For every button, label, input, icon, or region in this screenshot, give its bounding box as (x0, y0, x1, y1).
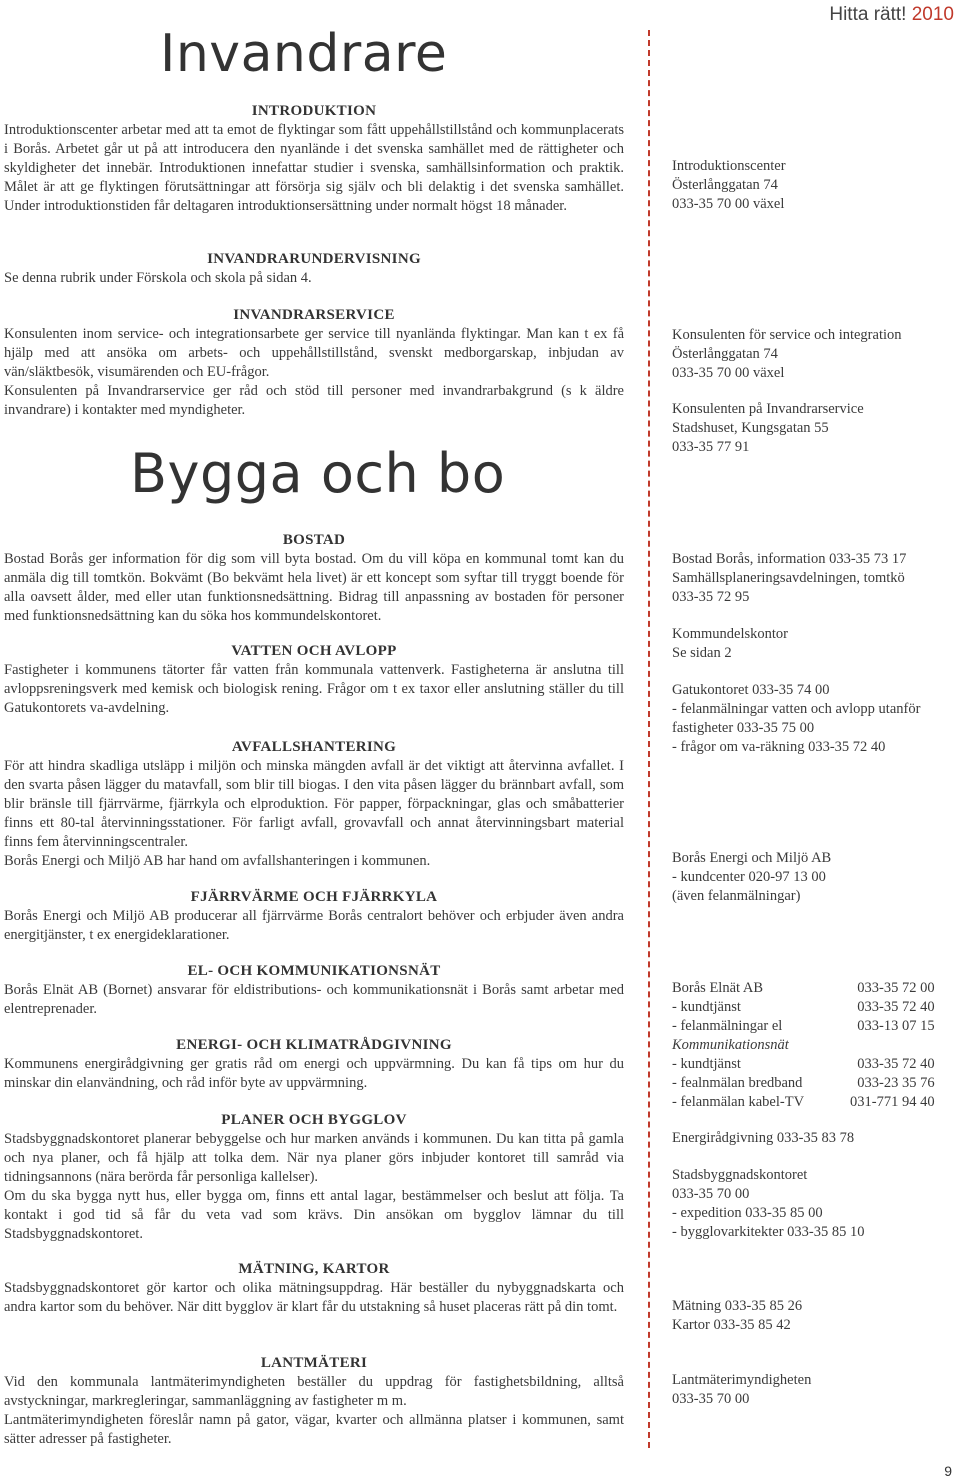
contact-konsulent-service (672, 326, 954, 383)
contact-line: 033-35 70 00 (672, 1186, 750, 1202)
contact-matning (672, 1297, 954, 1335)
brand-text: Hitta rätt! (829, 4, 907, 25)
contact-energiradgivning (672, 1129, 954, 1148)
section-text: Stadsbyggnadskontoret planerar bebyggelse och hur marken används i kommunen. Du kan titta på gamla och nya planer, och få hjälp att tolka dem. När nya planer görs inbjuder kontoret till samråd via tidningsannons (nära berörda får personliga kallelser). (4, 1131, 624, 1185)
section-text: Stadsbyggnadskontoret gör kartor och olika mätningsuppdrag. Här beställer du nybyggnadskarta och andra kartor som du behöver. När ditt bygglov är klart får du utstakning så huset placeras rätt på din tomt. (4, 1280, 624, 1315)
contact-line: Samhällsplaneringsavdelningen, tomtkö (672, 570, 905, 586)
contact-label: - felanmälningar el (672, 1018, 783, 1034)
contact-line: - felanmälningar vatten och avlopp utanför (672, 701, 921, 717)
section-text: Vid den kommunala lantmäterimyndigheten beställer du uppdrag för fastighetsbildning, alltså avstyckningar, markregleringar, sammanläggning av fastigheter m m. (4, 1374, 624, 1409)
contact-line: Bostad Borås, information 033-35 73 17 (672, 551, 907, 567)
section-text: Borås Elnät AB (Bornet) ansvarar för eldistributions- och kommunikationsnät i Borås samt arbetar med elentreprenader. (4, 982, 624, 1017)
contact-line: Energirådgivning 033-35 83 78 (672, 1130, 855, 1146)
contact-number: 031-771 94 40 (850, 1094, 935, 1110)
contact-line: 033-35 70 00 växel (672, 196, 785, 212)
section-bostad (4, 531, 624, 626)
contact-line: 033-35 70 00 växel (672, 365, 785, 381)
contact-line: Stadsbyggnadskontoret (672, 1167, 808, 1183)
contact-bostad (672, 550, 954, 607)
contact-label: - kundtjänst (672, 1056, 741, 1072)
contact-line: Lantmäterimyndigheten (672, 1372, 812, 1388)
contact-line: Se sidan 2 (672, 645, 732, 661)
contact-line: 033-35 77 91 (672, 439, 750, 455)
contact-number: 033-23 35 76 (857, 1075, 935, 1091)
section-heading: MÄTNING, KARTOR (238, 1261, 390, 1277)
section-energiradgivning (4, 1036, 624, 1093)
section-heading: BOSTAD (282, 532, 346, 548)
brand-label (829, 4, 954, 26)
contact-label: Kommunikationsnät (672, 1037, 789, 1053)
section-text: Se denna rubrik under Förskola och skola på sidan 4. (4, 270, 312, 286)
contact-label: Borås Elnät AB (672, 980, 764, 996)
section-text: Borås Energi och Miljö AB producerar all fjärrvärme Borås centralort behöver och erbjuder även andra energitjänster, t ex energideklarationer. (4, 908, 624, 943)
contact-line: Konsulenten för service och integration (672, 327, 902, 343)
contact-number: 033-35 72 40 (857, 999, 935, 1015)
section-text: Borås Energi och Miljö AB har hand om avfallshanteringen i kommunen. (4, 853, 431, 869)
contact-row (672, 998, 935, 1017)
contact-number: 033-13 07 15 (857, 1018, 935, 1034)
page-number: 9 (944, 1463, 952, 1479)
section-text: Fastigheter i kommunens tätorter får vatten från kommunala vattenverk. Fastigheterna är anslutna till avloppsreningsverk med kemisk och biologisk rening. Frågor om t ex taxor eller anslutning ställer du till Gatukontorets va-avdelning. (4, 662, 624, 716)
column-divider (648, 30, 650, 1448)
section-text: Kommunens energirådgivning ger gratis råd om energi och uppvärmning. Du kan få tips om hur du minskar din elanvändning, och råd inför byte av uppvärmning. (4, 1056, 624, 1091)
brand-year: 2010 (911, 4, 954, 25)
contact-line: Introduktionscenter (672, 158, 786, 174)
section-matning-kartor (4, 1260, 624, 1317)
contact-line: Gatukontoret 033-35 74 00 (672, 682, 830, 698)
contact-line: Stadshuset, Kungsgatan 55 (672, 420, 829, 436)
contact-line: 033-35 70 00 (672, 1391, 750, 1407)
contact-line: - frågor om va-räkning 033-35 72 40 (672, 739, 886, 755)
section-heading: EL- OCH KOMMUNIKATIONSNÄT (187, 963, 441, 979)
contact-number: 033-35 72 00 (857, 980, 935, 996)
contact-line: - bygglovarkitekter 033-35 85 10 (672, 1224, 865, 1240)
contact-line: Kommundelskontor (672, 626, 788, 642)
contact-line: Österlånggatan 74 (672, 177, 778, 193)
contact-line: - expedition 033-35 85 00 (672, 1205, 823, 1221)
contact-stadsbyggnadskontoret (672, 1166, 954, 1242)
section-heading: PLANER OCH BYGGLOV (221, 1112, 407, 1128)
section-heading: FJÄRRVÄRME OCH FJÄRRKYLA (190, 889, 438, 905)
contact-row (672, 1017, 935, 1036)
section-invandrarundervisning (4, 250, 624, 288)
contact-line: Borås Energi och Miljö AB (672, 850, 832, 866)
contact-row (672, 1055, 935, 1074)
contact-label: - kundtjänst (672, 999, 741, 1015)
contact-row (672, 979, 935, 998)
section-text: Lantmäterimyndigheten föreslår namn på gator, vägar, kvarter och allmänna platser i kommunen, samt sätter adresser på fastigheter. (4, 1412, 624, 1447)
contact-line: fastigheter 033-35 75 00 (672, 720, 815, 736)
section-introduktion (4, 102, 624, 216)
contact-gatukontoret (672, 681, 954, 757)
section-text: För att hindra skadliga utsläpp i miljön och minska mängden avfall är det viktigt att återvinna avfallet. I den svarta påsen lägger du matavfall, som blir till biogas. I den vita påsen lägger du brännbart avfall, som blir bränsle till fjärrvärme, fjärrkyla och elproduktion. För papper, förpackningar, glas och småbatterier finns ett 80-tal återvinningsstationer. För farligt avfall, grovavfall och annat återvinningsbart material finns fem återvinningscentraler. (4, 758, 624, 850)
section-text: Introduktionscenter arbetar med att ta emot de flyktingar som fått uppehållstillstånd och kommunplacerats i Borås. Arbetet går ut på att introducera den nyanlände i det svenska samhället med de rättigheter och skyldigheter det innebär. Introduktionen innefattar studier i svenska, samhällsinformation och praktik. Målet är att ge flyktingen förutsättningar att försörja sig själv och bli delaktig i det svenska samhället. Under introduktionstiden får deltagaren introduktionsersättning under normalt högst 18 månader. (4, 122, 624, 214)
contact-row (672, 1093, 935, 1112)
section-heading: INVANDRARSERVICE (233, 307, 395, 323)
section-elnat (4, 962, 624, 1019)
section-vatten-avlopp (4, 642, 624, 718)
contact-number: 033-35 72 40 (857, 1056, 935, 1072)
section-heading: VATTEN OCH AVLOPP (231, 643, 397, 659)
contact-kommundelskontor (672, 625, 954, 663)
contact-line: Mätning 033-35 85 26 (672, 1298, 803, 1314)
section-text: Bostad Borås ger information för dig som vill byta bostad. Om du vill köpa en kommunal tomt kan du anmäla dig till tomtkön. Bokvämt (Bo bekvämt hela livet) är ett koncept som syftar till tryggt boende för alla oavsett ålder, med eller utan funktionsnedsättning. Bidrag till anpassning av bostaden för personer med funktionsnedsättning kan du söka hos kommundelskontoret. (4, 551, 624, 624)
contact-row (672, 1036, 935, 1055)
contact-introduktionscenter (672, 157, 954, 214)
contact-invandrarservice (672, 400, 954, 457)
contact-label: - fealnmälan bredband (672, 1075, 803, 1091)
section-text: Om du ska bygga nytt hus, eller bygga om, finns ett antal lagar, bestämmelser och beslut att följa. Ta kontakt i god tid så får du veta vad som krävs. Din ansökan om bygglov lämnar du till Stadsbyggnadskontoret. (4, 1188, 624, 1242)
section-heading: INVANDRARUNDERVISNING (207, 251, 421, 267)
contact-line: Konsulenten på Invandrarservice (672, 401, 864, 417)
contact-line: Kartor 033-35 85 42 (672, 1317, 791, 1333)
section-heading: ENERGI- OCH KLIMATRÅDGIVNING (176, 1037, 452, 1053)
section-text: Konsulenten inom service- och integrationsarbete ger service till nyanlända flyktingar. Man kan t ex få hjälp med att ansöka om arbets- och uppehållstillstånd, svenskt medborgarskap, inbjudan av vän/släktbesök, visumärenden och EU-frågor. (4, 326, 624, 380)
section-invandrarservice (4, 306, 624, 420)
section-lantmateri (4, 1354, 624, 1449)
contact-elnat (672, 979, 954, 1112)
section-text: Konsulenten på Invandrarservice ger råd och stöd till personer med invandrarbakgrund (s k äldre invandrare) i kontakter med myndigheter. (4, 383, 624, 418)
contact-line: 033-35 72 95 (672, 589, 750, 605)
contact-label: - felanmälan kabel-TV (672, 1094, 805, 1110)
page-title: Invandrare (160, 24, 448, 84)
contact-lantmateri (672, 1371, 954, 1409)
section-heading: LANTMÄTERI (260, 1355, 368, 1371)
section-planer-bygglov (4, 1111, 624, 1244)
section-title-bygga: Bygga och bo (130, 442, 506, 505)
section-fjarrvarme (4, 888, 624, 945)
contact-line: - kundcenter 020-97 13 00 (672, 869, 826, 885)
contact-line: Österlånggatan 74 (672, 346, 778, 362)
contact-row (672, 1074, 935, 1093)
section-heading: AVFALLSHANTERING (231, 739, 397, 755)
section-heading: INTRODUKTION (251, 103, 377, 119)
contact-energi-miljo (672, 849, 954, 906)
contact-line: (även felanmälningar) (672, 888, 801, 904)
elnat-contact-table (672, 979, 935, 1112)
section-avfallshantering (4, 738, 624, 871)
